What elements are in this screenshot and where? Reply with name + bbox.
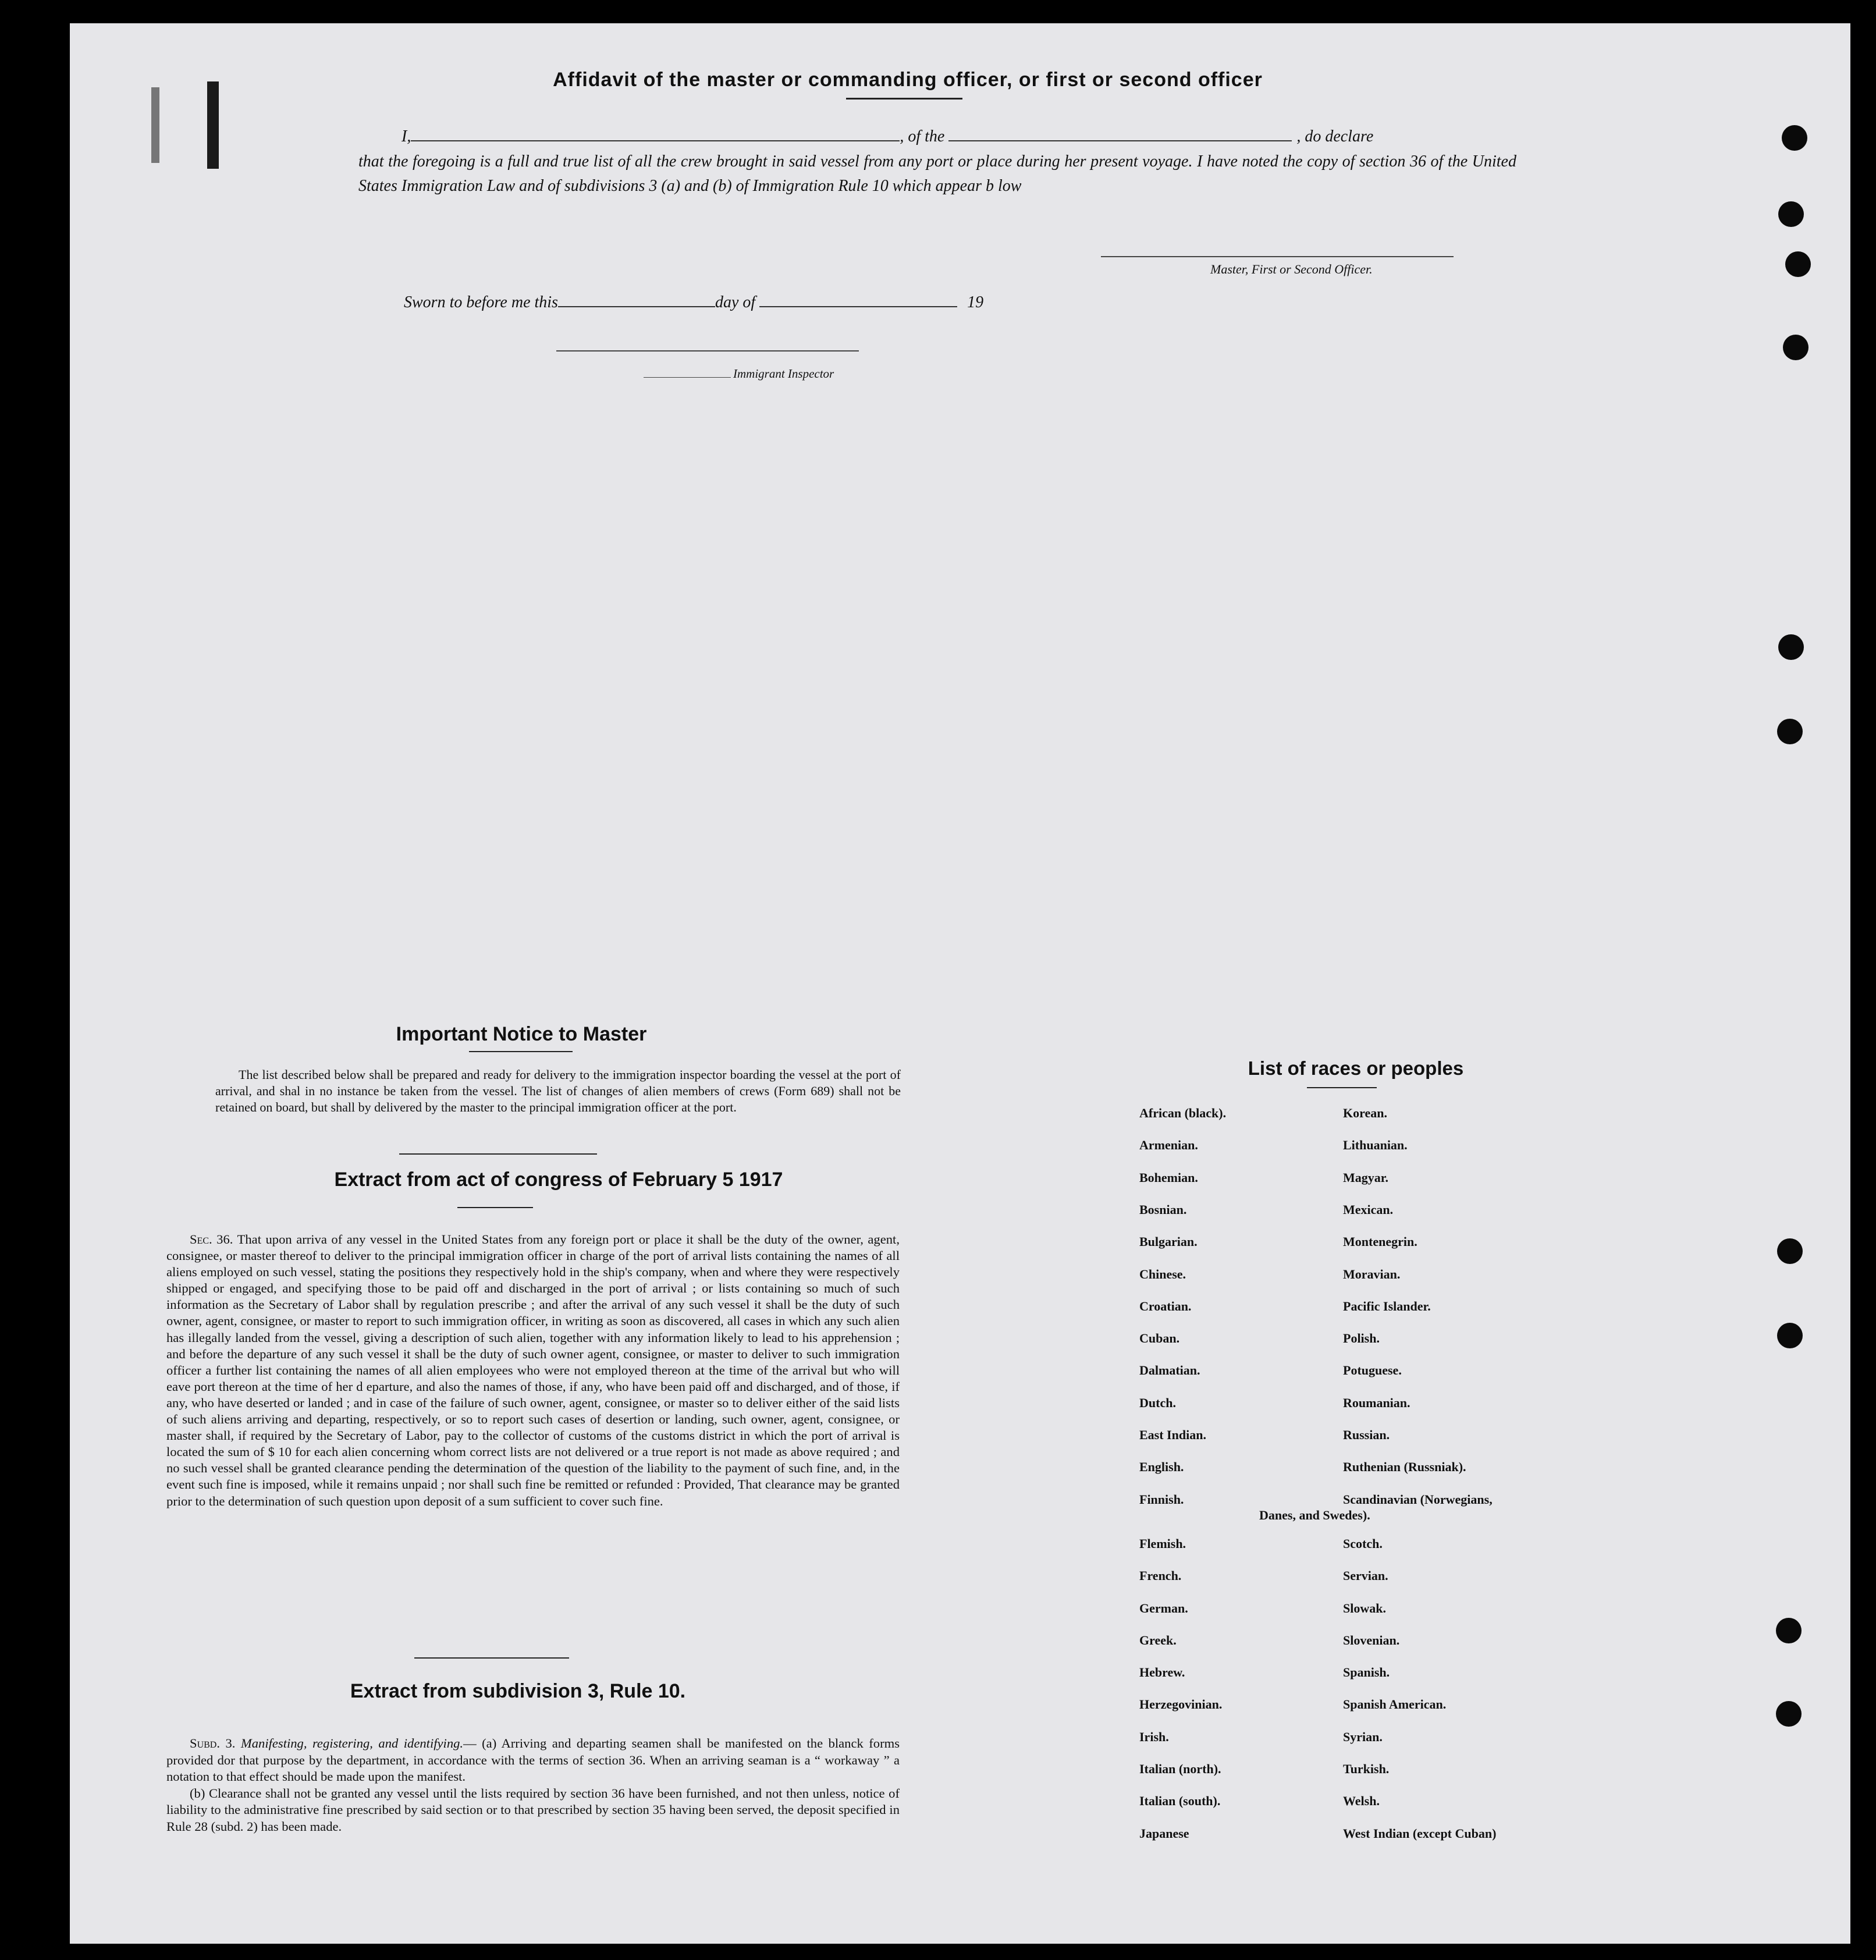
race-item: Pacific Islander. [1343, 1299, 1431, 1313]
signature-line [1101, 256, 1454, 257]
section-label: Sec. 36. [190, 1232, 233, 1247]
divider [846, 98, 962, 100]
race-item: Bulgarian. [1139, 1234, 1198, 1249]
sworn-day-blank [558, 291, 715, 307]
sworn-line [404, 291, 983, 312]
inspector-signature-line [644, 377, 731, 378]
race-item: Bohemian. [1139, 1170, 1198, 1185]
race-item: Roumanian. [1343, 1396, 1410, 1410]
race-item: French. [1139, 1568, 1182, 1583]
race-item: Finnish. [1139, 1492, 1184, 1507]
punch-hole [1777, 1238, 1803, 1264]
subdivision-b-text: (b) Clearance shall not be granted any vessel until the lists required by section 36 have been furnished, and not then unless, notice of liability to the administrative fine prescribed by said section or to that prescribed by section 35 having been served, the deposit specified in Rule 28 (subd. 2) has been made. [166, 1785, 900, 1834]
race-item: Syrian. [1343, 1730, 1383, 1744]
race-item: West Indian (except Cuban) [1343, 1826, 1497, 1841]
subdivision-heading: Manifesting, registering, and identifying. [240, 1736, 464, 1750]
race-item: Irish. [1139, 1730, 1169, 1744]
race-item: Slovenian. [1343, 1633, 1400, 1647]
extract-rule-title: Extract from subdivision 3, Rule 10. [350, 1680, 686, 1702]
race-item: Cuban. [1139, 1331, 1180, 1345]
subdivision-3-text [166, 1735, 900, 1835]
race-item: Hebrew. [1139, 1665, 1185, 1680]
race-item: English. [1139, 1460, 1184, 1474]
margin-mark [207, 81, 219, 169]
divider [457, 1207, 533, 1208]
inspector-signature-line [556, 350, 859, 351]
punch-hole [1778, 634, 1804, 660]
race-item: Ruthenian (Russniak). [1343, 1460, 1466, 1474]
sworn-prefix: Sworn to before me this [404, 293, 558, 311]
notice-body: The list described below shall be prepared and ready for delivery to the immigration inspector boarding the vessel at the port of arrival, and shal in no instance be taken from the vessel. The list of changes of alien members of crews (Form 689) shall not be retained on board, but shall by delivered by the master to the principal immigration officer at the port. [215, 1067, 901, 1114]
race-item: Bosnian. [1139, 1202, 1187, 1217]
margin-mark [151, 87, 159, 163]
race-item: Slowak. [1343, 1601, 1386, 1615]
affidavit-first-line [402, 125, 1525, 146]
race-item: German. [1139, 1601, 1188, 1615]
master-signature-label: Master, First or Second Officer. [1210, 262, 1373, 276]
vessel-blank [948, 125, 1292, 141]
punch-hole [1777, 1323, 1803, 1348]
race-item: Italian (south). [1139, 1794, 1221, 1808]
affidavit-title: Affidavit of the master or commanding officer, or first or second officer [553, 69, 1263, 91]
affidavit-of-the: , of the [900, 127, 945, 145]
name-blank [411, 125, 900, 141]
race-item: Magyar. [1343, 1170, 1389, 1185]
race-item: Armenian. [1139, 1138, 1198, 1152]
race-item: Dutch. [1139, 1396, 1176, 1410]
race-item: Russian. [1343, 1428, 1390, 1442]
sworn-month-blank [759, 291, 957, 307]
sworn-day-of: day of [715, 293, 756, 311]
race-item: Flemish. [1139, 1536, 1186, 1551]
race-item: Mexican. [1343, 1202, 1394, 1217]
divider [1307, 1087, 1377, 1088]
section-36-body: That upon arriva of any vessel in the United States from any foreign port or place it shall be the duty of the owner, agent, consignee, or master thereof to deliver to the principal immigration officer in charge of the port of arrival lists containing the names of all aliens employed on such vessel, stating the positions they respectively hold in the ship's company, when and where they were respectively shipped or engaged, and specifying those to be paid off and discharged in the port of arrival ; or lists containing so much of such information as the Secretary of Labor shall by regulation prescribe ; and after the arrival of any such vessel it shall be the duty of such owner, agent, consignee, or master to report to such immigration officer, in writing as soon as discovered, all cases in which any such alien has illegally landed from the vessel, giving a description of such alien, together with any information likely to lead to his apprehension ; and before the departure of any such vessel it shall be the duty of such owner agent, consignee, or master to deliver to such immigration officer a further list containing the names of all alien employees who were not employed thereon at the time of the arrival but who will eave port thereon at the time of her d eparture, and also the names of those, if any, who have been paid off and discharged, and of those, if any, who have deserted or landed ; and in case of the failure of such owner, agent, consignee, or master so to deliver either of the said lists of such aliens arriving and departing, respectively, or so to report such cases of desertion or landing, such owner, agent, consignee, or master shall, if required by the Secretary of Labor, pay to the collector of customs of the customs district in which the port of arrival is located the sum of $ 10 for each alien concerning whom correct lists are not delivered or a true report is not made as above required ; and no such vessel shall be granted clearance pending the determination of the question of the liability to the payment of such fine, and, in the event such fine is imposed, while it remains unpaid ; nor shall such fine be remitted or refunded : Provided, That clearance may be granted prior to the determination of such question upon deposit of a sum sufficient to cover such fine. [166, 1232, 900, 1508]
race-item: Chinese. [1139, 1267, 1186, 1281]
affidavit-do-declare: , do declare [1296, 127, 1374, 145]
punch-hole [1785, 251, 1811, 277]
race-item: Lithuanian. [1343, 1138, 1408, 1152]
race-item: African (black). [1139, 1106, 1227, 1120]
punch-hole [1776, 1618, 1802, 1643]
race-item: Welsh. [1343, 1794, 1380, 1808]
punch-hole [1782, 125, 1807, 151]
race-item: Korean. [1343, 1106, 1387, 1120]
divider [469, 1051, 573, 1052]
extract-act-title: Extract from act of congress of February 5 1917 [334, 1169, 783, 1191]
race-item: Scotch. [1343, 1536, 1383, 1551]
punch-hole [1777, 719, 1803, 744]
sworn-year: 19 [967, 293, 984, 311]
subdivision-para-a [166, 1735, 900, 1785]
punch-hole [1776, 1701, 1802, 1727]
race-scandinavian-continuation: Danes, and Swedes). [1259, 1508, 1370, 1522]
race-item: Polish. [1343, 1331, 1380, 1345]
race-item: Moravian. [1343, 1267, 1401, 1281]
race-item: Potuguese. [1343, 1363, 1402, 1377]
race-item: Montenegrin. [1343, 1234, 1417, 1249]
race-item: Italian (north). [1139, 1762, 1221, 1776]
document-page [70, 23, 1850, 1944]
race-item: Croatian. [1139, 1299, 1192, 1313]
subdivision-a-text: — (a) Arriving and departing seamen shall be manifested on the blanck forms provided dor that purpose by the department, in accordance with the terms of section 36. When an arriving seaman is a “ workaway ” a notation to that effect should be made upon the manifest. [166, 1736, 900, 1784]
race-item: East Indian. [1139, 1428, 1206, 1442]
race-item: Spanish. [1343, 1665, 1390, 1680]
race-item: Spanish American. [1343, 1697, 1447, 1712]
section-36-text [166, 1231, 900, 1510]
punch-hole [1783, 335, 1809, 360]
subdivision-label: Subd. 3. [190, 1736, 236, 1750]
affidavit-i: I, [402, 127, 411, 145]
race-item: Herzegovinian. [1139, 1697, 1223, 1712]
race-item: Scandinavian (Norwegians, [1343, 1492, 1493, 1507]
punch-hole [1778, 201, 1804, 227]
immigrant-inspector-label: Immigrant Inspector [733, 367, 834, 381]
races-title: List of races or peoples [1248, 1057, 1464, 1079]
race-item: Greek. [1139, 1633, 1177, 1647]
race-item: Japanese [1139, 1826, 1189, 1841]
race-item: Turkish. [1343, 1762, 1390, 1776]
divider [399, 1153, 597, 1155]
affidavit-body: that the foregoing is a full and true list of all the crew brought in said vessel from any port or place during her present voyage. I have noted the copy of section 36 of the United States Immigration Law and of subdivisions 3 (a) and (b) of Immigration Rule 10 which appear b low [358, 152, 1516, 195]
divider [414, 1657, 569, 1659]
race-item: Dalmatian. [1139, 1363, 1200, 1377]
race-item: Servian. [1343, 1568, 1388, 1583]
notice-title: Important Notice to Master [396, 1023, 647, 1045]
